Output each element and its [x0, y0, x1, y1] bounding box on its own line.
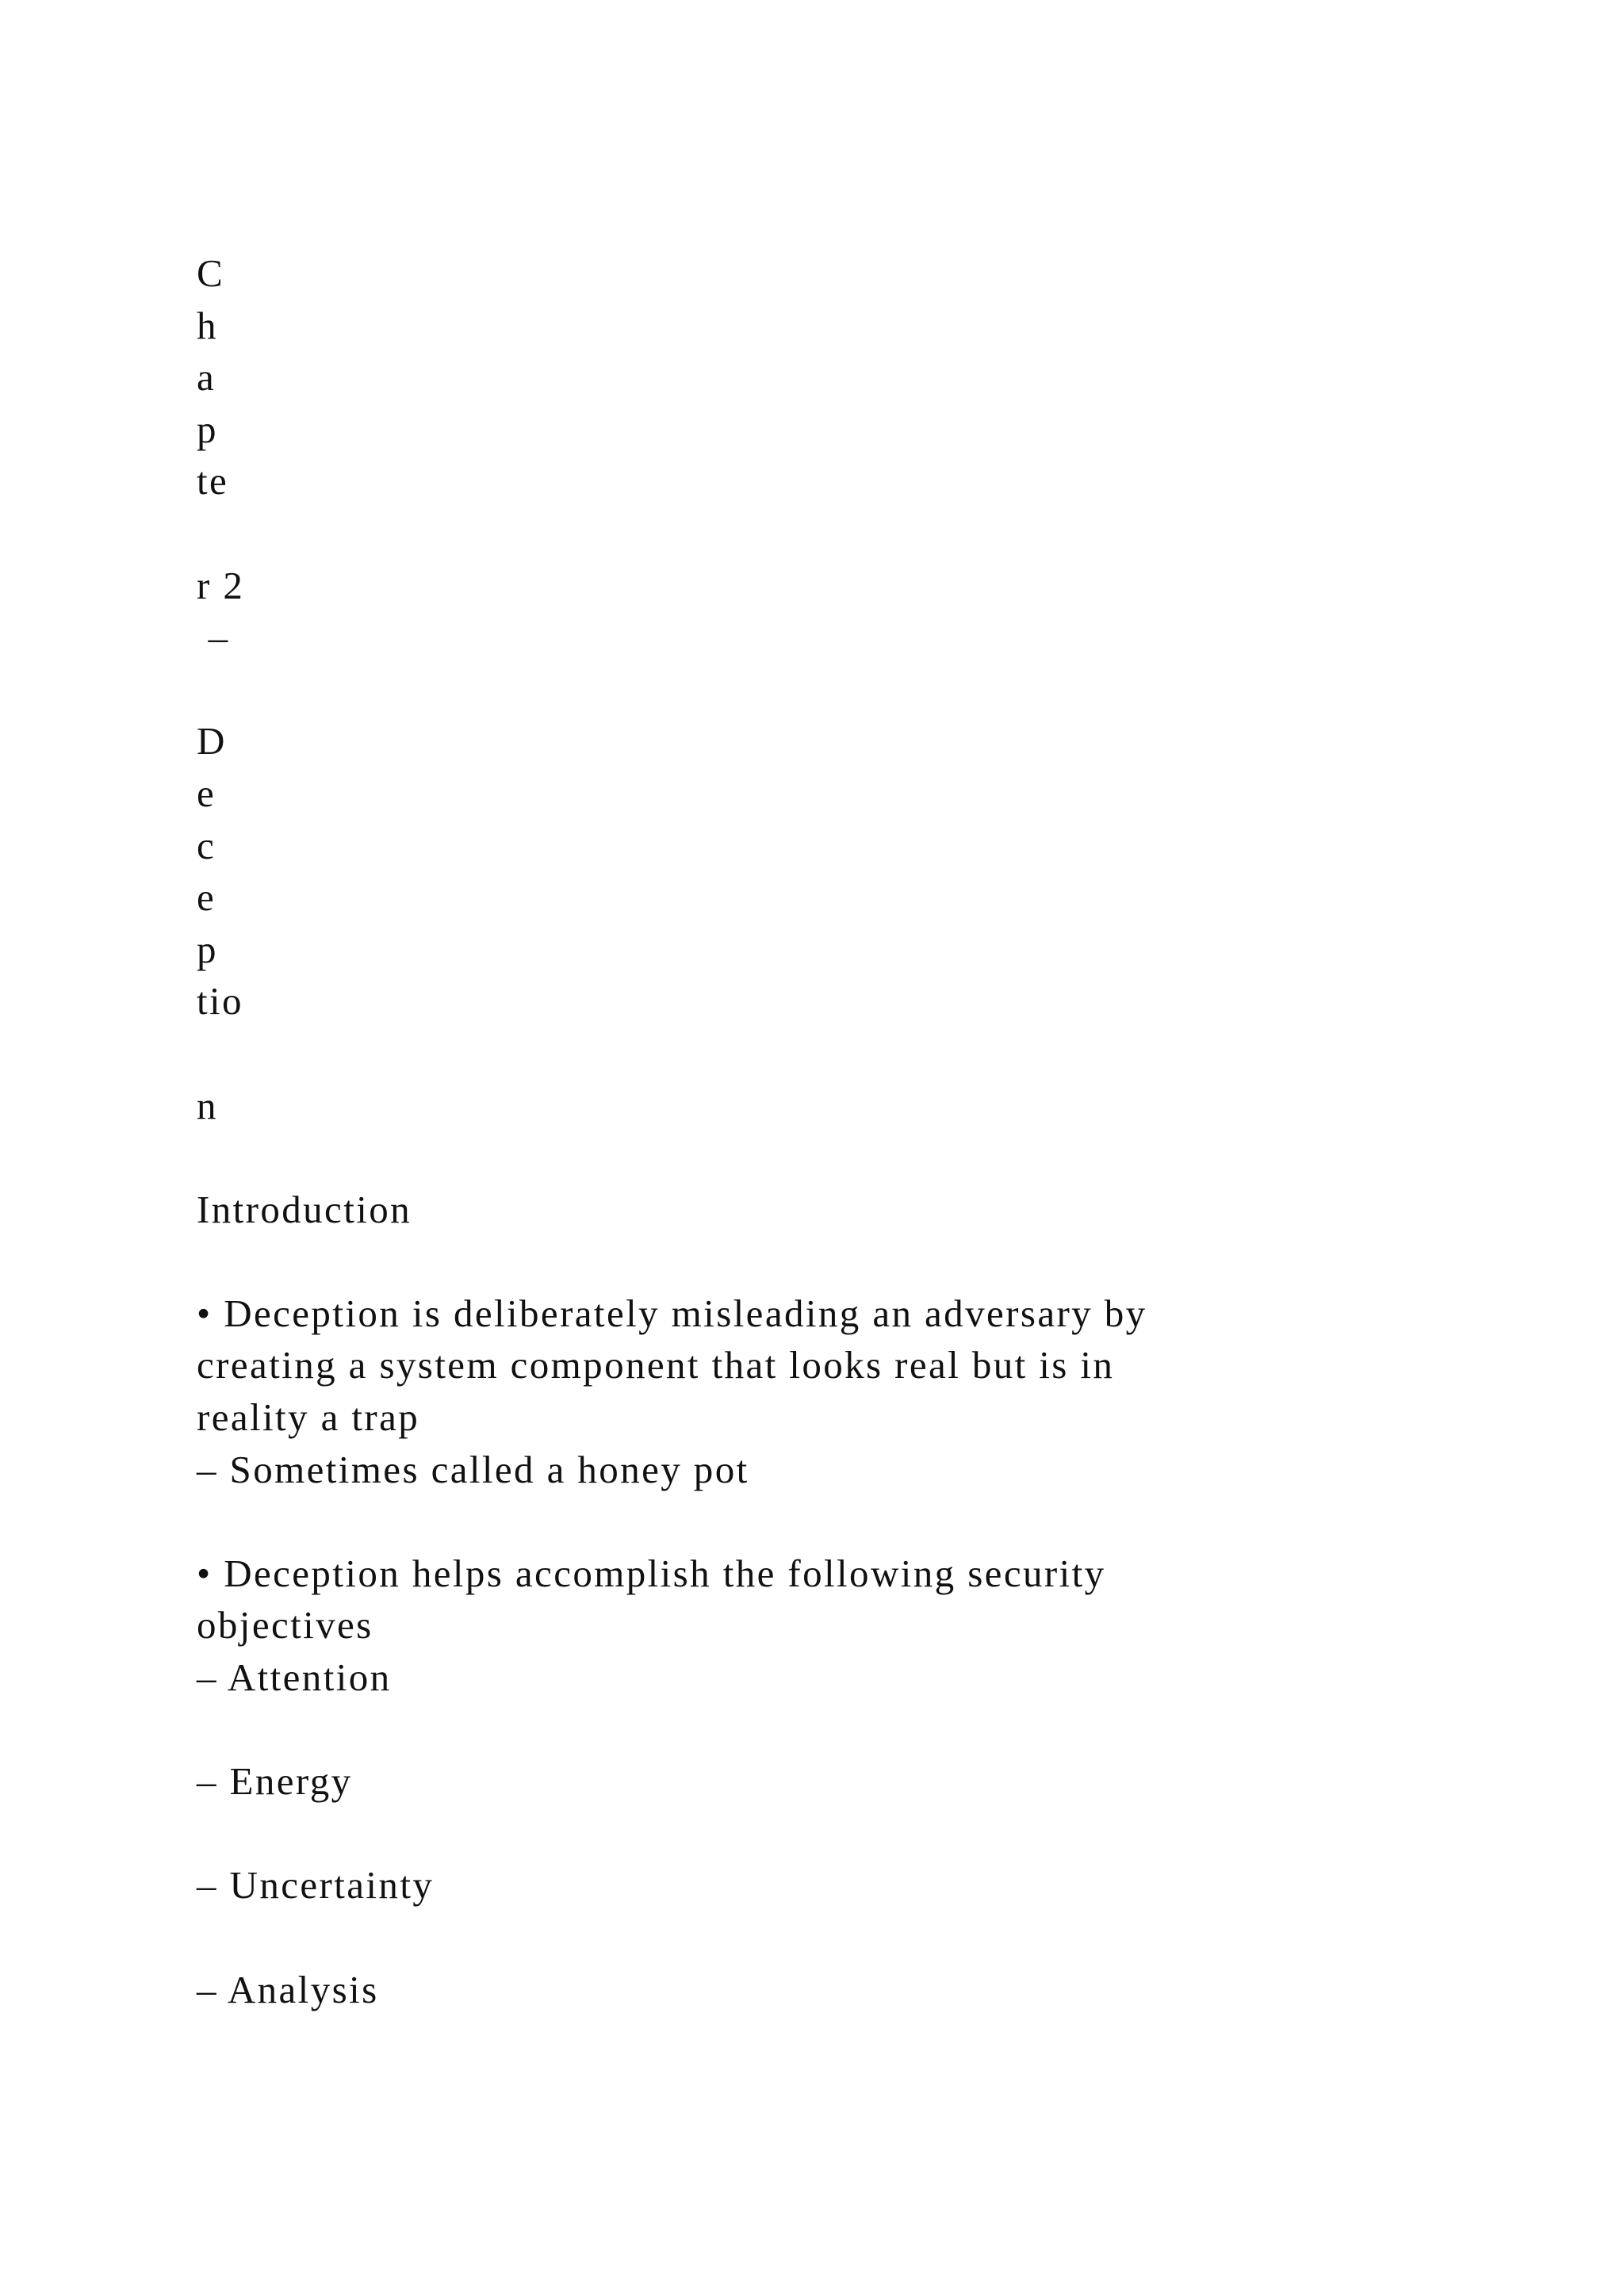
title-fragment: n — [197, 1083, 218, 1127]
sub-item: – Energy — [197, 1759, 353, 1804]
title-fragment — [197, 507, 1465, 560]
title-fragment — [197, 664, 1465, 716]
title-fragment: te — [197, 459, 229, 503]
sub-item: – Analysis — [197, 1967, 379, 2011]
spacer — [197, 1808, 1465, 1860]
spacer — [197, 1131, 1465, 1184]
chapter-title — [197, 247, 1465, 1131]
section-heading: Introduction — [197, 1187, 412, 1231]
bullet-line: reality a trap — [197, 1395, 420, 1440]
title-fragment: c — [197, 823, 216, 867]
bullet-item — [197, 1288, 1465, 1495]
sub-item: – Sometimes called a honey pot — [197, 1447, 749, 1491]
sub-item: – Uncertainty — [197, 1863, 435, 1908]
title-fragment: p — [197, 927, 218, 971]
title-fragment: p — [197, 407, 218, 451]
bullet-line: creating a system component that looks real but is in — [197, 1343, 1115, 1387]
sub-item: – Attention — [197, 1655, 392, 1700]
title-fragment: h — [197, 303, 218, 347]
document-body — [197, 247, 1465, 2015]
title-fragment: C — [197, 251, 225, 295]
bullet-line: • Deception is deliberately misleading an adversary by — [197, 1291, 1147, 1335]
bullet-line: objectives — [197, 1603, 373, 1647]
title-fragment: tio — [197, 979, 243, 1024]
bullet-item — [197, 1548, 1465, 2015]
title-fragment: – — [197, 615, 230, 660]
title-fragment — [197, 1027, 1465, 1080]
spacer — [197, 1704, 1465, 1756]
bullet-line: • Deception helps accomplish the following security — [197, 1551, 1106, 1595]
title-fragment: e — [197, 771, 216, 815]
title-fragment: D — [197, 719, 227, 763]
title-fragment: e — [197, 875, 216, 920]
title-fragment: a — [197, 355, 216, 400]
spacer — [197, 1495, 1465, 1548]
title-fragment: r 2 — [197, 563, 245, 607]
spacer — [197, 1235, 1465, 1288]
spacer — [197, 1911, 1465, 1964]
